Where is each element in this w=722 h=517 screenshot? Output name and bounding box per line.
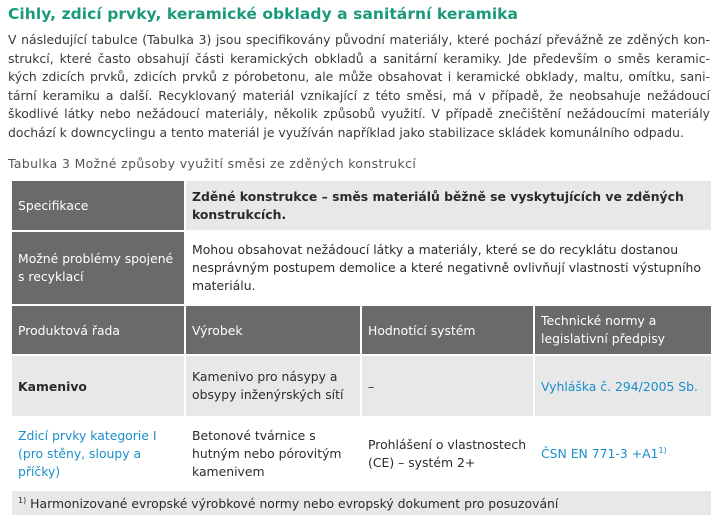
footnote-mark: 1) — [18, 495, 27, 505]
intro-line: tární keramiku a další. Recyklovaný materiál vznikající z této směsi, má v případě, že neobsahuje nežádoucí — [8, 87, 710, 103]
footnote-text: Harmonizované evropské výrobkové normy nebo evropský dokument pro posuzování — [30, 495, 559, 511]
intro-line: strukcí, které často obsahují části keramických obkladů a sanitární keramiky. Jde především o směs keramic- — [8, 50, 710, 66]
table-row — [12, 418, 711, 491]
problems-value: Mohou obsahovat nežádoucí látky a materiály, které se do recyklátu dostanou nesprávným postupem demolice a které negativně ovlivňují vlastnosti výstupního materiálu. — [186, 232, 711, 306]
system-cell: – — [362, 356, 535, 418]
system-cell: Prohlášení o vlastnostech (CE) – systém 2+ — [362, 418, 535, 491]
norms-cell — [535, 418, 711, 491]
product-line-link[interactable]: Zdicí prvky kategorie I (pro stěny, sloupy a příčky) — [12, 418, 186, 491]
intro-line: V následující tabulce (Tabulka 3) jsou specifikovány původní materiály, které pochází převážně ze zděných kon- — [8, 32, 710, 47]
usage-table — [12, 181, 711, 517]
table-row — [12, 181, 711, 232]
intro-paragraph — [8, 31, 710, 142]
problems-label: Možné problémy spojené s recyklací — [12, 232, 186, 306]
spec-label: Specifikace — [12, 181, 186, 232]
table-row — [12, 356, 711, 418]
norms-link[interactable]: ČSN EN 771-3 +A1 — [541, 446, 659, 461]
footnote — [12, 491, 711, 517]
intro-line: škodlivé látky nebo nežádoucí materiály, několik způsobů využití. V případě znečištění nežádoucími materiály — [8, 106, 710, 121]
section-heading: Cihly, zdicí prvky, keramické obklady a sanitární keramika — [8, 5, 519, 23]
intro-line: kých zdicích prvků, zdicích prvků z pórobetonu, ale může obsahovat i keramické obklady, maltu, omítku, sani- — [8, 69, 710, 84]
header-product-line: Produktová řada — [12, 306, 186, 356]
header-system: Hodnotící systém — [362, 306, 535, 356]
footnote-row — [12, 491, 711, 517]
intro-line: dochází k downcyclingu a tento materiál je využíván například jako stabilizace skládek komunálního odpadu. — [8, 124, 684, 140]
product-line-cell: Kamenivo — [12, 356, 186, 418]
header-norms: Technické normy a legislativní předpisy — [535, 306, 711, 356]
norms-link[interactable]: Vyhláška č. 294/2005 Sb. — [535, 356, 711, 418]
table-row — [12, 232, 711, 306]
table-header-row — [12, 306, 711, 356]
product-cell: Kamenivo pro násypy a obsypy inženýrských sítí — [186, 356, 362, 418]
header-product: Výrobek — [186, 306, 362, 356]
spec-value: Zděné konstrukce – směs materiálů běžně se vyskytujících ve zděných konstrukcích. — [186, 181, 711, 232]
footnote-ref: 1) — [658, 446, 667, 455]
product-cell: Betonové tvárnice s hutným nebo pórovitým kamenivem — [186, 418, 362, 491]
table-caption: Tabulka 3 Možné způsoby využití směsi ze zděných konstrukcí — [8, 156, 417, 171]
